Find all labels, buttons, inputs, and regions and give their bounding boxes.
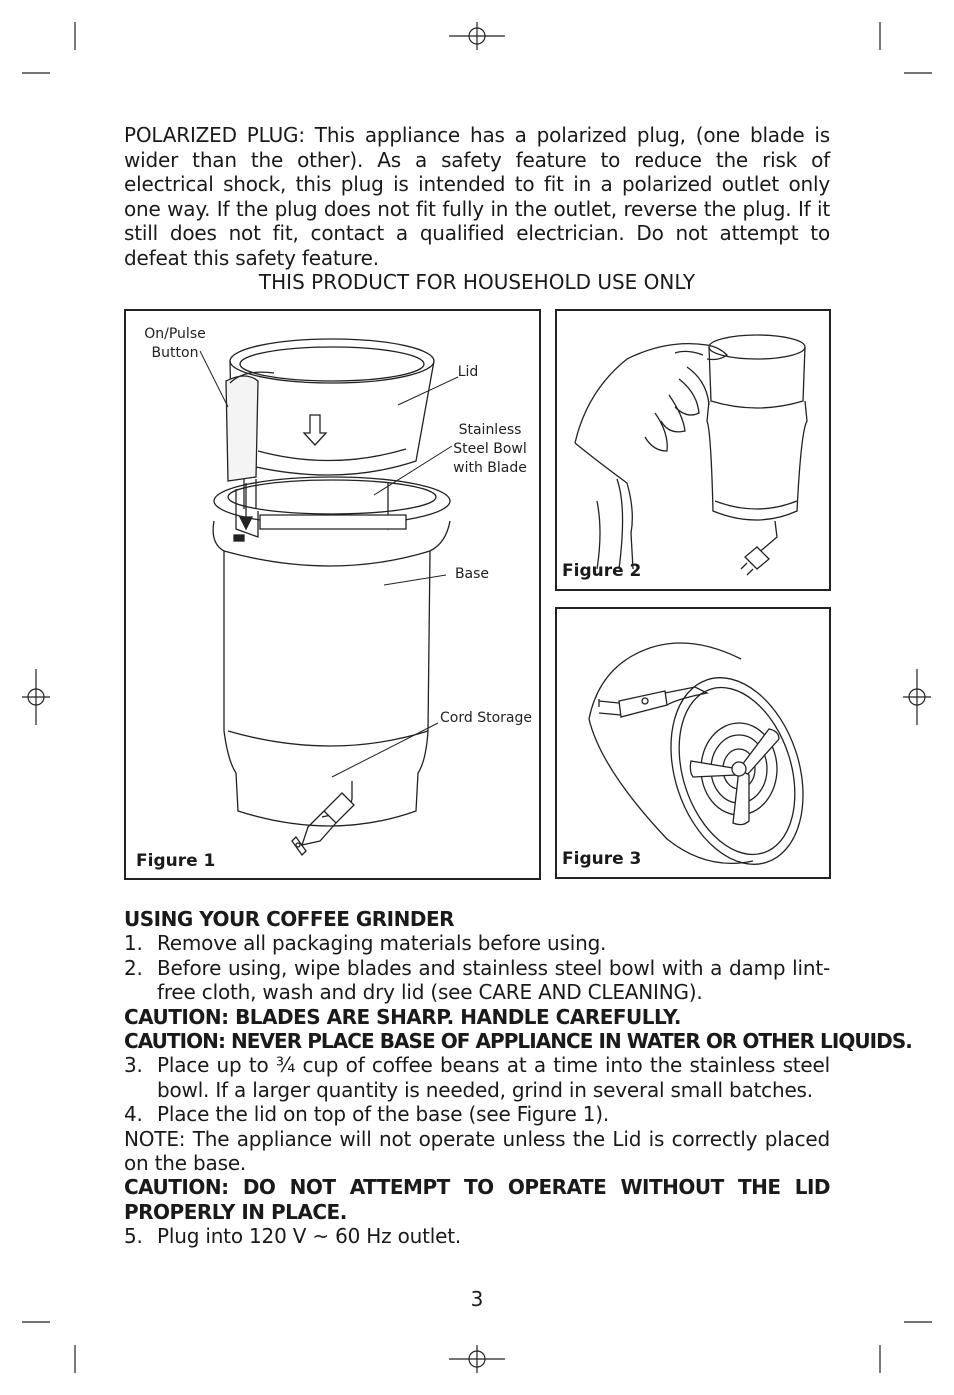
figure-1-box bbox=[124, 309, 541, 880]
base-callout: Base bbox=[454, 566, 490, 582]
bowl-callout bbox=[444, 421, 536, 478]
callout-line: with Blade bbox=[453, 460, 527, 476]
step-number: 2. bbox=[124, 955, 143, 980]
callout-line: On/Pulse bbox=[144, 326, 206, 342]
on-pulse-button-callout bbox=[136, 325, 214, 363]
base-underside-illustration bbox=[557, 609, 829, 877]
callout-line: Button bbox=[151, 345, 199, 361]
step-4 bbox=[124, 1102, 830, 1126]
figure-2-box bbox=[555, 309, 831, 591]
caution-water: CAUTION: NEVER PLACE BASE OF APPLIANCE IN WATER OR OTHER LIQUIDS. bbox=[124, 1029, 912, 1054]
step-5 bbox=[124, 1224, 830, 1248]
instructions-section bbox=[124, 907, 912, 1249]
step-number: 1. bbox=[124, 931, 143, 956]
step-number: 4. bbox=[124, 1102, 143, 1127]
figure-3-label: Figure 3 bbox=[562, 849, 642, 869]
caution-blades: CAUTION: BLADES ARE SHARP. HANDLE CAREFULLY. bbox=[124, 1004, 681, 1029]
figure-2-label: Figure 2 bbox=[562, 561, 642, 581]
figure-3-box bbox=[555, 607, 831, 879]
caution-lid: CAUTION: DO NOT ATTEMPT TO OPERATE WITHOUT THE LID PROPERLY IN PLACE. bbox=[124, 1175, 830, 1224]
step-number: 5. bbox=[124, 1224, 143, 1249]
step-text: Before using, wipe blades and stainless steel bowl with a damp lint-free cloth, wash and dry lid (see CARE AND CLEANING). bbox=[157, 955, 830, 1005]
step-text: Place the lid on top of the base (see Figure 1). bbox=[157, 1102, 610, 1127]
step-number: 3. bbox=[124, 1053, 143, 1078]
hand-pressing-button-illustration bbox=[557, 311, 829, 589]
instructions-heading: USING YOUR COFFEE GRINDER bbox=[124, 907, 455, 931]
figure-1-label: Figure 1 bbox=[136, 851, 216, 871]
note: NOTE: The appliance will not operate unless the Lid is correctly placed on the base. bbox=[124, 1126, 830, 1176]
step-text: Plug into 120 V ~ 60 Hz outlet. bbox=[157, 1224, 462, 1249]
grinder-exploded-illustration bbox=[126, 311, 539, 878]
polarized-plug-paragraph: POLARIZED PLUG: This appliance has a polarized plug, (one blade is wider than the other). As a safety feature to reduce the risk of electrical shock, this plug is intended to fit in a polarized outlet only one way. If the plug does not fit fully in the outlet, reverse the plug. If it still does not fit, contact a qualified electrician. Do not attempt to defeat this safety feature. bbox=[124, 123, 830, 270]
cord-storage-callout: Cord Storage bbox=[440, 710, 532, 726]
household-use-notice: THIS PRODUCT FOR HOUSEHOLD USE ONLY bbox=[258, 270, 696, 294]
step-text: Place up to ¾ cup of coffee beans at a time into the stainless steel bowl. If a larger quantity is needed, grind in several small batches. bbox=[157, 1053, 830, 1102]
step-1 bbox=[124, 931, 830, 955]
callout-line: Steel Bowl bbox=[453, 441, 527, 457]
lid-callout: Lid bbox=[457, 364, 479, 380]
page-number: 3 bbox=[470, 1287, 484, 1311]
step-2 bbox=[124, 956, 830, 1005]
step-3 bbox=[124, 1053, 830, 1102]
step-text: Remove all packaging materials before using. bbox=[157, 931, 607, 956]
callout-line: Stainless bbox=[458, 422, 522, 438]
